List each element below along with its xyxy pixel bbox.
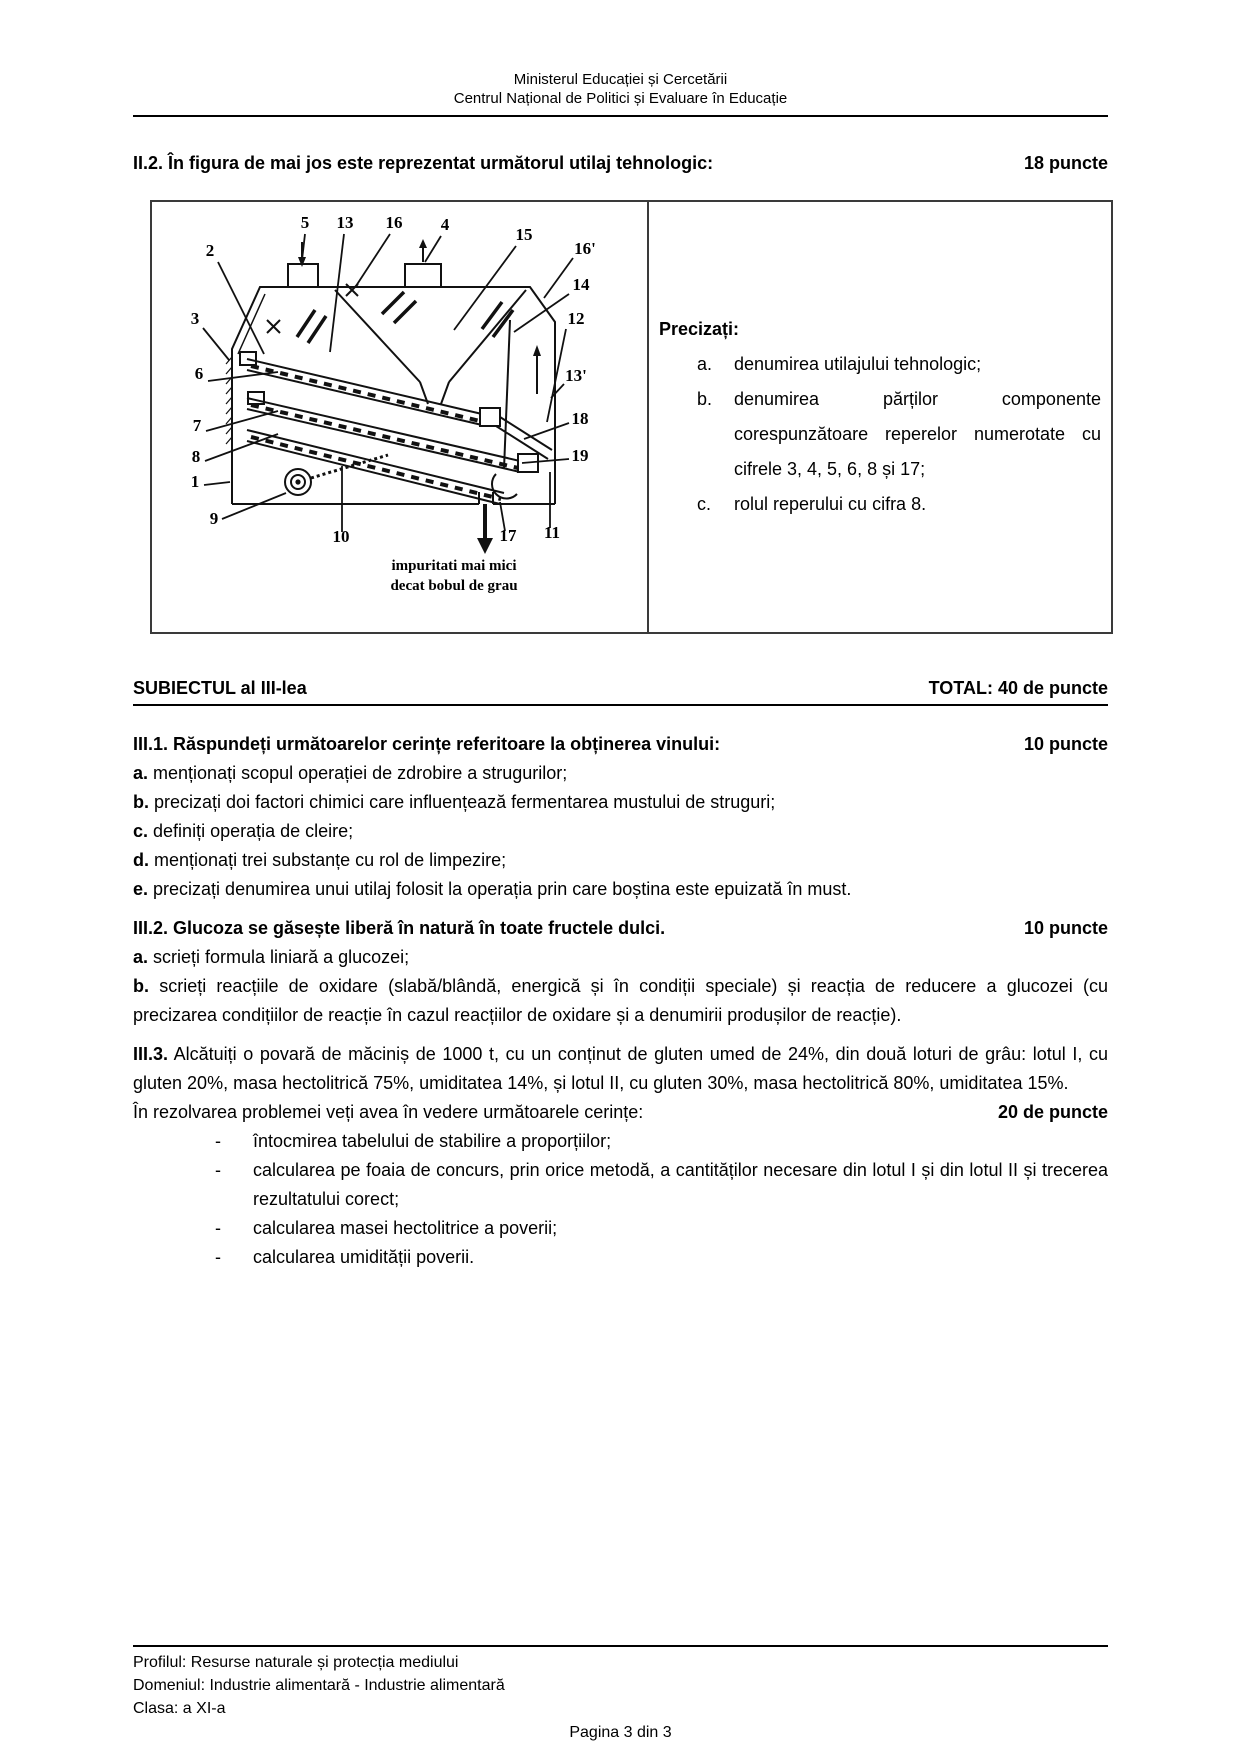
air-flow-marks (297, 292, 513, 343)
part-label-5: 5 (300, 213, 310, 232)
q33-requirements-intro: În rezolvarea problemei veți avea în vedere următoarele cerințe: (133, 1102, 644, 1122)
figure-requirements-cell (647, 202, 1111, 632)
question-32-title-row (133, 914, 1108, 943)
q33-bullet-4 (133, 1243, 1108, 1272)
q33-bullet-2-text: calcularea pe foaia de concurs, prin orice metodă, a cantităților necesare din lotul I și din lotul II și trecerea rezultatului corect; (253, 1160, 1108, 1209)
q31-item-e-text: precizați denumirea unui utilaj folosit la operația prin care boștina este epuizată în must. (153, 879, 852, 899)
precizati-heading: Precizați: (659, 319, 740, 339)
figure-caption-line2: decat bobul de grau (390, 578, 518, 594)
q31-item-b-text: precizați doi factori chimici care influențează fermentarea mustului de struguri; (154, 792, 776, 812)
subject-3-heading: SUBIECTUL al III-lea (133, 678, 307, 698)
question-2-title-row (133, 149, 1108, 178)
part-label-11: 11 (543, 523, 561, 542)
part-label-17: 17 (499, 526, 517, 545)
question-32 (133, 914, 1108, 1030)
q31-item-e-marker: e. (133, 879, 149, 899)
part-label-4: 4 (440, 215, 450, 234)
panel-item-a-marker: a. (697, 354, 713, 374)
document-header (133, 0, 1108, 117)
q31-item-e (133, 875, 1108, 904)
q33-bullet-1-text: întocmirea tabelului de stabilire a proporțiilor; (253, 1131, 612, 1151)
q31-item-d (133, 846, 1108, 875)
part-label-9: 9 (209, 509, 219, 528)
part-label-18: 18 (571, 409, 589, 428)
question-33-text: Alcătuiți o povară de măciniș de 1000 t, cu un conținut de gluten umed de 24%, din două loturi de grâu: lotul I, cu gluten 20%, masa hectolitrică 75%, umiditatea 14%, și lotul II, cu gluten 30%, masa hectolitrică 80%, umiditatea 15%. (133, 1044, 1108, 1093)
part-label-8: 8 (191, 447, 201, 466)
document-footer (133, 1645, 1108, 1744)
part-label-7: 7 (192, 416, 202, 435)
sieve-1-end-box (480, 408, 500, 426)
panel-item-c-marker: c. (697, 494, 712, 514)
footer-profile: Profilul: Resurse naturale și protecția mediului (133, 1654, 459, 1671)
valve-marks (267, 284, 358, 333)
part-label-6: 6 (194, 364, 204, 383)
q33-bullet-3-dash: - (215, 1218, 221, 1238)
part-label-19: 19 (571, 446, 589, 465)
question-33 (133, 1040, 1108, 1272)
panel-item-c (659, 487, 1101, 522)
q31-item-a-text: menționați scopul operației de zdrobire a strugurilor; (153, 763, 568, 783)
panel-item-b-marker: b. (697, 389, 713, 409)
part-label-2: 2 (205, 241, 215, 260)
q31-item-c-marker: c. (133, 821, 149, 841)
inlet-box-right (405, 264, 441, 287)
footer-domain: Domeniul: Industrie alimentară - Industrie alimentară (133, 1677, 505, 1694)
question-33-points: 20 de puncte (997, 1102, 1108, 1122)
q32-item-a (133, 943, 1108, 972)
q33-bullet-4-text: calcularea umidității poverii. (253, 1247, 475, 1267)
question-33-number: III.3. (133, 1044, 169, 1064)
question-2-title: II.2. În figura de mai jos este reprezentat următorul utilaj tehnologic: (133, 153, 714, 173)
sieve-2-mesh (251, 405, 518, 468)
panel-item-b (659, 382, 1101, 487)
q32-item-a-text: scrieți formula liniară a glucozei; (153, 947, 410, 967)
part-label-16p: 16' (574, 239, 596, 258)
q31-item-c (133, 817, 1108, 846)
question-2-points: 18 puncte (1023, 153, 1108, 173)
question-31-title: III.1. Răspundeți următoarelor cerințe referitoare la obținerea vinului: (133, 734, 721, 754)
panel-item-a (659, 347, 1101, 382)
figure-box (150, 200, 1113, 634)
machine-diagram (152, 202, 647, 632)
header-line-center: Centrul Național de Politici și Evaluare în Educație (453, 90, 788, 107)
impurity-hook-outlet (492, 474, 517, 499)
question-31-title-row (133, 730, 1108, 759)
subject-3-heading-row (133, 674, 1108, 706)
q31-item-c-text: definiți operația de cleire; (153, 821, 354, 841)
part-label-3: 3 (190, 309, 200, 328)
fan-axle (296, 480, 299, 483)
q33-bullet-3 (133, 1214, 1108, 1243)
q32-item-b (133, 972, 1108, 1030)
q31-item-b-marker: b. (133, 792, 149, 812)
part-label-16: 16 (385, 213, 403, 232)
part-label-15: 15 (515, 225, 533, 244)
q32-item-a-marker: a. (133, 947, 149, 967)
question-31 (133, 730, 1108, 904)
question-33-statement (133, 1040, 1108, 1098)
subject-3-total: TOTAL: 40 de puncte (928, 678, 1108, 698)
sieve-1 (247, 359, 482, 425)
q33-bullet-1-dash: - (215, 1131, 221, 1151)
q32-item-b-text: scrieți reacțiile de oxidare (slabă/blândă, energică și în condiții speciale) și reacția de reducere a glucozei (cu precizarea condițiilor de reacție în cazul reacțiilor de oxidare și a denumirii produșilor de reacție). (133, 976, 1108, 1025)
q33-bullet-2-dash: - (215, 1160, 221, 1180)
header-line-ministry: Ministerul Educației și Cercetării (513, 71, 728, 88)
q31-item-d-marker: d. (133, 850, 149, 870)
q31-item-b (133, 788, 1108, 817)
question-32-title: III.2. Glucoza se găsește liberă în natură în toate fructele dulci. (133, 918, 666, 938)
corner-inner-line (238, 294, 265, 354)
q33-bullet-1 (133, 1127, 1108, 1156)
q31-item-d-text: menționați trei substanțe cu rol de limpezire; (154, 850, 507, 870)
footer-page-number: Pagina 3 din 3 (569, 1724, 672, 1741)
q32-item-b-marker: b. (133, 976, 149, 996)
q33-bullet-2 (133, 1156, 1108, 1214)
q33-bullet-3-text: calcularea masei hectolitrice a poverii; (253, 1218, 558, 1238)
inlet-box-left (288, 264, 318, 287)
panel-item-c-text: rolul reperului cu cifra 8. (734, 494, 927, 514)
figure-caption-line1: impuritati mai mici (391, 558, 517, 574)
question-32-points: 10 puncte (1023, 918, 1108, 938)
panel-item-a-text: denumirea utilajului tehnologic; (734, 354, 982, 374)
q31-item-a (133, 759, 1108, 788)
q33-bullet-4-dash: - (215, 1247, 221, 1267)
channel-wall (504, 320, 510, 469)
leader-lines (203, 234, 573, 532)
part-label-10: 10 (332, 527, 350, 546)
part-label-1: 1 (190, 472, 200, 491)
q31-item-a-marker: a. (133, 763, 149, 783)
footer-class: Clasa: a XI-a (133, 1700, 226, 1717)
part-label-13p: 13' (565, 366, 587, 385)
part-label-14: 14 (572, 275, 590, 294)
figure-diagram-cell (152, 202, 647, 632)
part-label-12: 12 (567, 309, 585, 328)
question-31-points: 10 puncte (1023, 734, 1108, 754)
panel-item-b-text: denumirea părților componente corespunzătoare reperelor numerotate cu cifrele 3, 4, 5, 6, 8 și 17; (734, 389, 1101, 479)
part-label-13: 13 (336, 213, 354, 232)
